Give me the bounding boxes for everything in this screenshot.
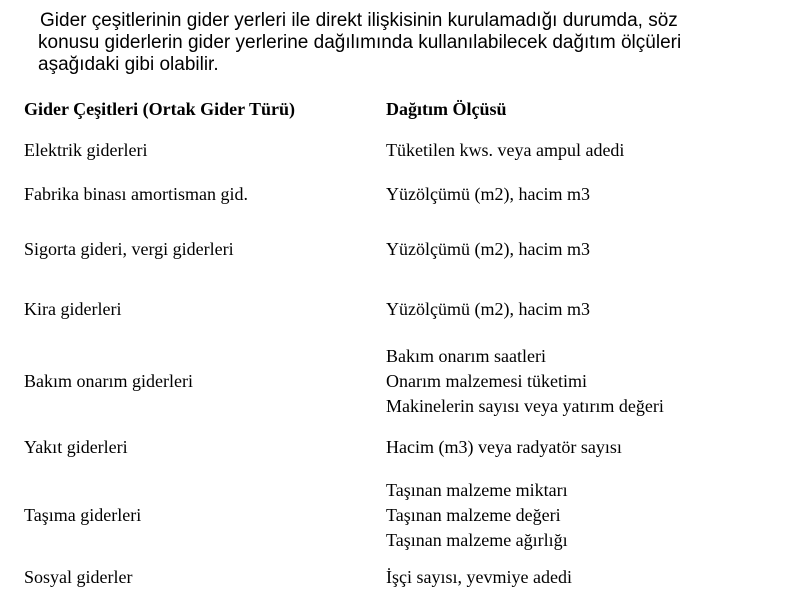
- row-allocation-measure: Yüzölçümü (m2), hacim m3: [386, 239, 590, 259]
- row-allocation-measure: Yüzölçümü (m2), hacim m3: [386, 184, 590, 204]
- row-allocation-measure: Yüzölçümü (m2), hacim m3: [386, 299, 590, 319]
- intro-paragraph: [38, 10, 800, 76]
- row-allocation-measure: Taşınan malzeme miktarı: [386, 480, 568, 500]
- intro-line: aşağıdaki gibi olabilir.: [38, 54, 219, 75]
- row-allocation-measure: Bakım onarım saatleri: [386, 346, 546, 366]
- row-allocation-measure: Taşınan malzeme ağırlığı: [386, 530, 568, 550]
- column-header-allocation-measure: Dağıtım Ölçüsü: [386, 99, 507, 119]
- row-allocation-measure: Makinelerin sayısı veya yatırım değeri: [386, 396, 664, 416]
- row-expense-type: Elektrik giderleri: [24, 140, 148, 160]
- row-expense-type: Taşıma giderleri: [24, 505, 142, 525]
- row-allocation-measure: Hacim (m3) veya radyatör sayısı: [386, 437, 622, 457]
- column-header-expense-type: Gider Çeşitleri (Ortak Gider Türü): [24, 99, 295, 119]
- row-allocation-measure: Onarım malzemesi tüketimi: [386, 371, 587, 391]
- row-expense-type: Sigorta gideri, vergi giderleri: [24, 239, 234, 259]
- row-allocation-measure: Taşınan malzeme değeri: [386, 505, 561, 525]
- row-allocation-measure: Tüketilen kws. veya ampul adedi: [386, 140, 625, 160]
- row-expense-type: Sosyal giderler: [24, 567, 133, 587]
- intro-line: konusu giderlerin gider yerlerine dağılımında kullanılabilecek dağıtım ölçüleri: [38, 32, 682, 53]
- row-allocation-measure: İşçi sayısı, yevmiye adedi: [386, 567, 572, 587]
- row-expense-type: Kira giderleri: [24, 299, 122, 319]
- row-expense-type: Bakım onarım giderleri: [24, 371, 193, 391]
- intro-line: Gider çeşitlerinin gider yerleri ile direkt ilişkisinin kurulamadığı durumda, söz: [40, 10, 678, 31]
- row-expense-type: Yakıt giderleri: [24, 437, 128, 457]
- row-expense-type: Fabrika binası amortisman gid.: [24, 184, 248, 204]
